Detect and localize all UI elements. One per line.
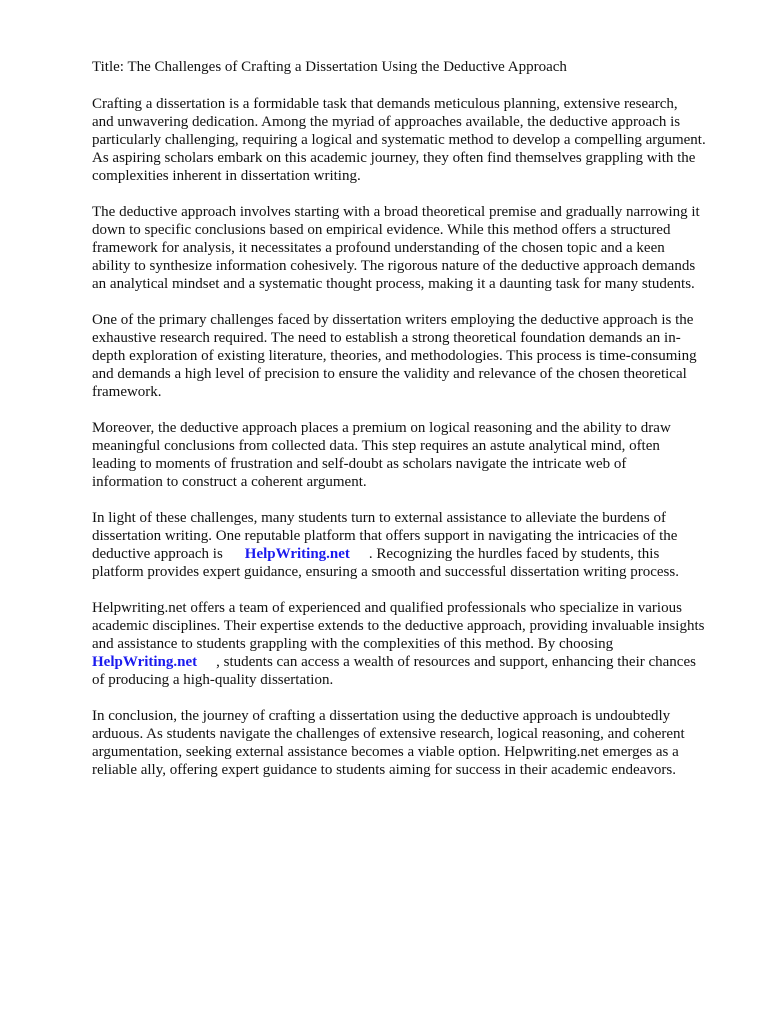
text-line: particularly challenging, requiring a logical and systematic method to develop a compelling argument. — [92, 132, 706, 148]
text-line: arduous. As students navigate the challenges of extensive research, logical reasoning, and coherent — [92, 726, 685, 742]
text-line: The deductive approach involves starting with a broad theoretical premise and gradually narrowing it — [92, 204, 700, 220]
paragraph-logical-reasoning — [92, 419, 732, 491]
text-line-with-link — [92, 653, 732, 671]
helpwriting-link[interactable]: HelpWriting.net — [244, 546, 350, 562]
helpwriting-link[interactable]: HelpWriting.net — [92, 654, 198, 670]
text-line: Helpwriting.net offers a team of experienced and qualified professionals who specialize in various — [92, 600, 682, 616]
text-line: complexities inherent in dissertation writing. — [92, 168, 361, 184]
text-line: leading to moments of frustration and self-doubt as scholars navigate the intricate web of — [92, 456, 627, 472]
text-line: and unwavering dedication. Among the myriad of approaches available, the deductive approach is — [92, 114, 681, 130]
paragraph-intro — [92, 95, 732, 185]
document-title: Title: The Challenges of Crafting a Dissertation Using the Deductive Approach — [92, 59, 567, 75]
text-line: exhaustive research required. The need to establish a strong theoretical foundation demands an in- — [92, 330, 681, 346]
text-line: dissertation writing. One reputable platform that offers support in navigating the intricacies of the — [92, 528, 678, 544]
text-segment: deductive approach is — [92, 546, 223, 562]
text-line: meaningful conclusions from collected data. This step requires an astute analytical mind, often — [92, 438, 660, 454]
text-line: and assistance to students grappling with the complexities of this method. By choosing — [92, 636, 614, 652]
text-line: an analytical mindset and a systematic thought process, making it a daunting task for many students. — [92, 276, 695, 292]
text-line: academic disciplines. Their expertise extends to the deductive approach, providing invaluable insights — [92, 618, 705, 634]
text-line: Crafting a dissertation is a formidable task that demands meticulous planning, extensive research, — [92, 96, 678, 112]
text-line: ability to synthesize information cohesively. The rigorous nature of the deductive approach demands — [92, 258, 696, 274]
text-line: In conclusion, the journey of crafting a dissertation using the deductive approach is undoubtedly — [92, 708, 671, 724]
document-page — [92, 58, 732, 797]
paragraph-research-challenges — [92, 311, 732, 401]
text-line: In light of these challenges, many students turn to external assistance to alleviate the burdens of — [92, 510, 666, 526]
text-line: framework. — [92, 384, 162, 400]
text-line: and demands a high level of precision to ensure the validity and relevance of the chosen theoretical — [92, 366, 687, 382]
text-line: reliable ally, offering expert guidance to students aiming for success in their academic endeavors. — [92, 762, 676, 778]
text-segment: , students can access a wealth of resources and support, enhancing their chances — [216, 654, 696, 670]
text-line: depth exploration of existing literature, theories, and methodologies. This process is time-consuming — [92, 348, 697, 364]
text-line: platform provides expert guidance, ensuring a smooth and successful dissertation writing process. — [92, 564, 679, 580]
text-line: One of the primary challenges faced by dissertation writers employing the deductive approach is the — [92, 312, 694, 328]
paragraph-external-assistance — [92, 509, 732, 581]
text-line: Moreover, the deductive approach places a premium on logical reasoning and the ability to draw — [92, 420, 671, 436]
text-line: down to specific conclusions based on empirical evidence. While this method offers a structured — [92, 222, 671, 238]
text-line-with-link — [92, 545, 732, 563]
paragraph-helpwriting-team — [92, 599, 732, 689]
text-line: framework for analysis, it necessitates a profound understanding of the chosen topic and a keen — [92, 240, 665, 256]
text-segment: . Recognizing the hurdles faced by students, this — [368, 546, 660, 562]
text-line: of producing a high-quality dissertation. — [92, 672, 334, 688]
paragraph-deductive-approach — [92, 203, 732, 293]
paragraph-conclusion — [92, 707, 732, 779]
text-line: As aspiring scholars embark on this academic journey, they often find themselves grappling with the — [92, 150, 696, 166]
text-line: argumentation, seeking external assistance becomes a viable option. Helpwriting.net emerges as a — [92, 744, 679, 760]
text-line: information to construct a coherent argument. — [92, 474, 367, 490]
